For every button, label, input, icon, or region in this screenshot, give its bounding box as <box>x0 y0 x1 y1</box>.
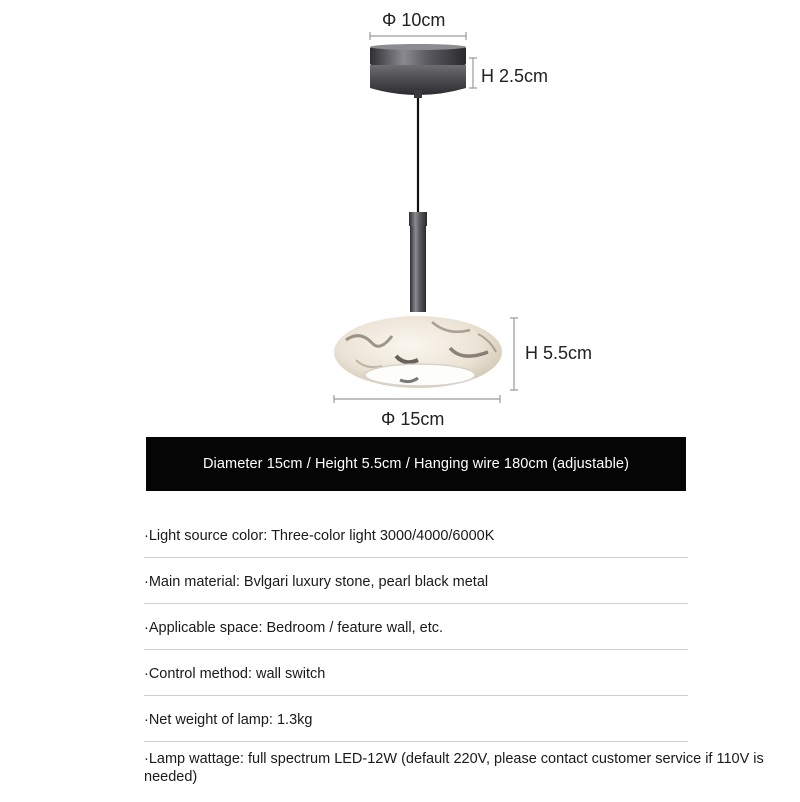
spec-control-method: ·Control method: wall switch <box>144 666 326 682</box>
shade-diameter-label: Φ 15cm <box>381 409 445 429</box>
spec-lamp-wattage: ·Lamp wattage: full spectrum LED-12W (default 220V, please contact customer service if 110V is needed) <box>144 751 764 785</box>
list-item <box>144 650 688 696</box>
list-item <box>144 742 764 802</box>
list-item <box>144 558 688 604</box>
dimensions-banner <box>146 437 686 491</box>
canopy-diameter-label: Φ 10cm <box>382 10 446 30</box>
spec-applicable-space: ·Applicable space: Bedroom / feature wall, etc. <box>144 620 444 636</box>
spec-list <box>144 512 764 802</box>
canopy <box>370 44 466 98</box>
spec-light-source-color: ·Light source color: Three-color light 3000/4000/6000K <box>144 528 495 544</box>
spec-net-weight: ·Net weight of lamp: 1.3kg <box>144 712 313 728</box>
shade-height-label: H 5.5cm <box>525 343 593 363</box>
spec-main-material: ·Main material: Bvlgari luxury stone, pearl black metal <box>144 574 489 590</box>
lamp-stem <box>409 212 427 312</box>
canopy-height-label: H 2.5cm <box>481 66 549 86</box>
stone-shade <box>334 316 502 388</box>
list-item <box>144 604 688 650</box>
dimensions-banner-text: Diameter 15cm / Height 5.5cm / Hanging wire 180cm (adjustable) <box>202 456 630 472</box>
list-item <box>144 512 688 558</box>
list-item <box>144 696 688 742</box>
